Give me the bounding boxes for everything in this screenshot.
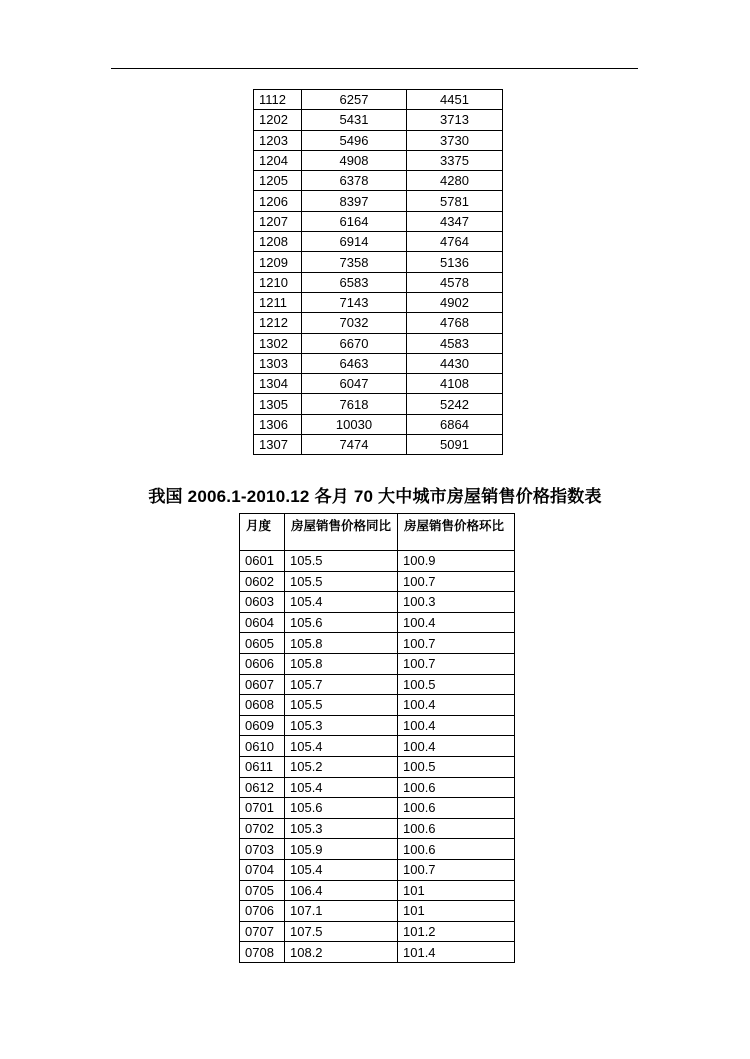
- table-row: [240, 571, 515, 592]
- table-row: [254, 110, 503, 130]
- table-cell: 0605: [240, 633, 285, 654]
- table-cell: 105.5: [285, 571, 398, 592]
- table-cell: 6463: [302, 353, 407, 373]
- table-cell: 100.7: [398, 633, 515, 654]
- table-row: [240, 880, 515, 901]
- table-cell: 3713: [407, 110, 503, 130]
- table-cell: 105.5: [285, 695, 398, 716]
- table-cell: 107.5: [285, 921, 398, 942]
- table-cell: 0601: [240, 551, 285, 572]
- table-cell: 5242: [407, 394, 503, 414]
- table-cell: 100.4: [398, 736, 515, 757]
- table-cell: 5136: [407, 252, 503, 272]
- table-row: [240, 818, 515, 839]
- table-row: [240, 674, 515, 695]
- table-cell: 4108: [407, 374, 503, 394]
- table-cell: 100.7: [398, 653, 515, 674]
- table-cell: 100.5: [398, 756, 515, 777]
- table-cell: 0612: [240, 777, 285, 798]
- table-cell: 5781: [407, 191, 503, 211]
- table-cell: 107.1: [285, 901, 398, 922]
- table-cell: 0702: [240, 818, 285, 839]
- table-row: [240, 612, 515, 633]
- table-row: [254, 150, 503, 170]
- table-cell: 4583: [407, 333, 503, 353]
- table-cell: 7474: [302, 435, 407, 455]
- table-cell: 100.4: [398, 715, 515, 736]
- table-cell: 100.9: [398, 551, 515, 572]
- table-row: [240, 921, 515, 942]
- table-cell: 6378: [302, 171, 407, 191]
- header-month: 月度: [240, 514, 285, 551]
- table-cell: 0707: [240, 921, 285, 942]
- table-row: [254, 353, 503, 373]
- table-row: [254, 191, 503, 211]
- table-cell: 4347: [407, 211, 503, 231]
- table-cell: 105.4: [285, 859, 398, 880]
- table-cell: 0607: [240, 674, 285, 695]
- table-cell: 105.4: [285, 777, 398, 798]
- table-row: [240, 551, 515, 572]
- table-cell: 101.2: [398, 921, 515, 942]
- table-row: [254, 232, 503, 252]
- table-cell: 6164: [302, 211, 407, 231]
- table-row: [240, 839, 515, 860]
- table-cell: 106.4: [285, 880, 398, 901]
- table-cell: 100.3: [398, 592, 515, 613]
- table-cell: 4280: [407, 171, 503, 191]
- table-row: [240, 653, 515, 674]
- table-cell: 105.9: [285, 839, 398, 860]
- table-cell: 7032: [302, 313, 407, 333]
- table-cell: 0604: [240, 612, 285, 633]
- table-cell: 0608: [240, 695, 285, 716]
- price-index-table-body: [240, 551, 515, 963]
- table-cell: 105.4: [285, 736, 398, 757]
- table-cell: 1209: [254, 252, 302, 272]
- table-cell: 0610: [240, 736, 285, 757]
- table-cell: 105.8: [285, 633, 398, 654]
- table-row: [254, 252, 503, 272]
- table-cell: 1208: [254, 232, 302, 252]
- table-cell: 105.5: [285, 551, 398, 572]
- table-row: [254, 272, 503, 292]
- table-row: [254, 90, 503, 110]
- table-row: [240, 715, 515, 736]
- table-cell: 105.6: [285, 612, 398, 633]
- table-cell: 6583: [302, 272, 407, 292]
- table-cell: 10030: [302, 414, 407, 434]
- table-cell: 8397: [302, 191, 407, 211]
- table-row: [240, 695, 515, 716]
- table-cell: 108.2: [285, 942, 398, 963]
- table-cell: 4768: [407, 313, 503, 333]
- table-cell: 105.3: [285, 818, 398, 839]
- table-cell: 1211: [254, 292, 302, 312]
- table-cell: 100.6: [398, 777, 515, 798]
- table-cell: 1203: [254, 130, 302, 150]
- table-cell: 101.4: [398, 942, 515, 963]
- table-cell: 4908: [302, 150, 407, 170]
- table-cell: 1204: [254, 150, 302, 170]
- table-cell: 100.4: [398, 612, 515, 633]
- table-cell: 1112: [254, 90, 302, 110]
- table-cell: 0701: [240, 798, 285, 819]
- table-cell: 4430: [407, 353, 503, 373]
- table-cell: 0602: [240, 571, 285, 592]
- table-row: [254, 171, 503, 191]
- table-cell: 7143: [302, 292, 407, 312]
- table-cell: 105.8: [285, 653, 398, 674]
- table-cell: 0706: [240, 901, 285, 922]
- table-cell: 101: [398, 880, 515, 901]
- table-cell: 6914: [302, 232, 407, 252]
- table-row: [254, 333, 503, 353]
- table-cell: 7618: [302, 394, 407, 414]
- table-row: [240, 592, 515, 613]
- table-cell: 1304: [254, 374, 302, 394]
- table-cell: 100.6: [398, 798, 515, 819]
- table-cell: 0611: [240, 756, 285, 777]
- table-cell: 0708: [240, 942, 285, 963]
- table-cell: 4764: [407, 232, 503, 252]
- table-row: [254, 313, 503, 333]
- table-cell: 1302: [254, 333, 302, 353]
- table-cell: 6670: [302, 333, 407, 353]
- table-cell: 1305: [254, 394, 302, 414]
- table-cell: 1206: [254, 191, 302, 211]
- table-cell: 1210: [254, 272, 302, 292]
- page-header-rule: [111, 68, 638, 69]
- table-row: [240, 901, 515, 922]
- table-row: [240, 798, 515, 819]
- table-row: [240, 859, 515, 880]
- table-cell: 1212: [254, 313, 302, 333]
- header-yoy: 房屋销售价格同比: [285, 514, 398, 551]
- table-row: [240, 633, 515, 654]
- table-cell: 1303: [254, 353, 302, 373]
- table-cell: 4451: [407, 90, 503, 110]
- section-title: 我国 2006.1-2010.12 各月 70 大中城市房屋销售价格指数表: [148, 487, 602, 506]
- table-row: [240, 777, 515, 798]
- table-header-row: [240, 514, 515, 551]
- header-mom: 房屋销售价格环比: [398, 514, 515, 551]
- table-cell: 1205: [254, 171, 302, 191]
- table-cell: 0609: [240, 715, 285, 736]
- table-row: [240, 736, 515, 757]
- table-cell: 1207: [254, 211, 302, 231]
- table-cell: 0606: [240, 653, 285, 674]
- table-cell: 6047: [302, 374, 407, 394]
- table-cell: 3730: [407, 130, 503, 150]
- table-cell: 100.4: [398, 695, 515, 716]
- table-cell: 1202: [254, 110, 302, 130]
- table-row: [254, 292, 503, 312]
- table-cell: 101: [398, 901, 515, 922]
- table-cell: 1307: [254, 435, 302, 455]
- table-cell: 6864: [407, 414, 503, 434]
- table-cell: 105.4: [285, 592, 398, 613]
- table-cell: 100.7: [398, 859, 515, 880]
- table-row: [254, 374, 503, 394]
- table-cell: 105.6: [285, 798, 398, 819]
- sales-data-table: [253, 89, 503, 455]
- sales-data-table-body: [254, 90, 503, 455]
- table-cell: 5431: [302, 110, 407, 130]
- table-cell: 0703: [240, 839, 285, 860]
- price-index-table: [239, 513, 515, 963]
- table-cell: 0705: [240, 880, 285, 901]
- table-cell: 0603: [240, 592, 285, 613]
- table-cell: 7358: [302, 252, 407, 272]
- table-row: [254, 394, 503, 414]
- table-cell: 4578: [407, 272, 503, 292]
- table-cell: 0704: [240, 859, 285, 880]
- table-row: [254, 435, 503, 455]
- table-cell: 3375: [407, 150, 503, 170]
- table-cell: 100.6: [398, 839, 515, 860]
- table-row: [254, 130, 503, 150]
- table-cell: 4902: [407, 292, 503, 312]
- table-row: [240, 942, 515, 963]
- table-cell: 100.7: [398, 571, 515, 592]
- table-cell: 6257: [302, 90, 407, 110]
- table-cell: 5091: [407, 435, 503, 455]
- table-row: [254, 211, 503, 231]
- table-cell: 105.3: [285, 715, 398, 736]
- table-row: [240, 756, 515, 777]
- table-cell: 5496: [302, 130, 407, 150]
- table-row: [254, 414, 503, 434]
- table-cell: 105.7: [285, 674, 398, 695]
- table-cell: 105.2: [285, 756, 398, 777]
- table-cell: 100.5: [398, 674, 515, 695]
- table-cell: 100.6: [398, 818, 515, 839]
- table-cell: 1306: [254, 414, 302, 434]
